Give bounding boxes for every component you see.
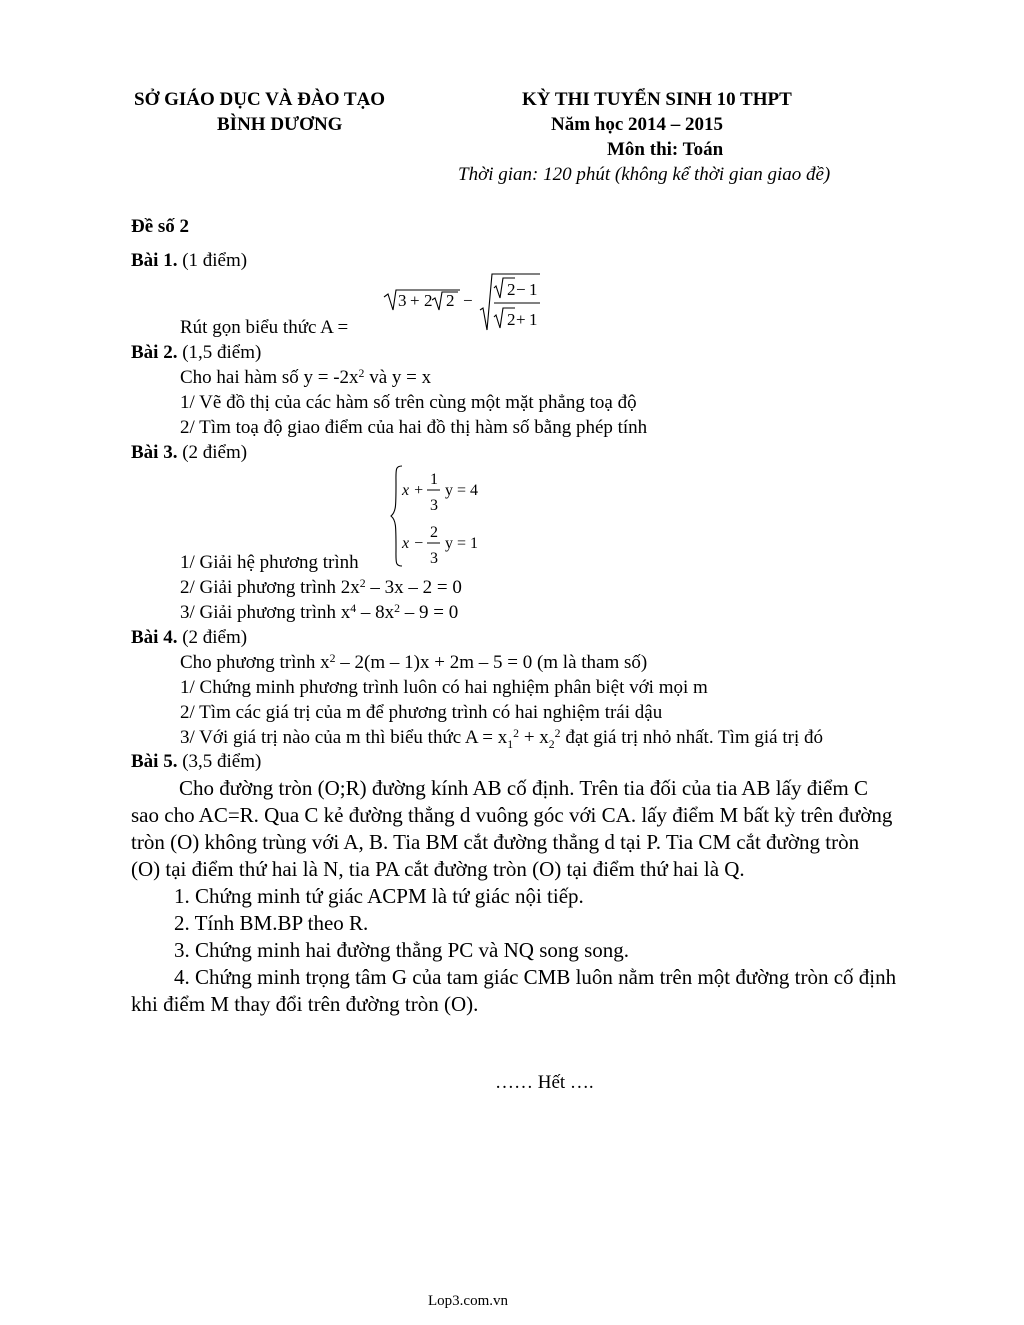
school-year: Năm học 2014 – 2015 xyxy=(551,114,724,135)
bai1-text: Rút gọn biểu thức A = xyxy=(180,317,349,338)
bai5-para-line1: Cho đường tròn (O;R) đường kính AB cố định. Trên tia đối của tia AB lấy điểm C xyxy=(179,776,868,800)
bai1-expression xyxy=(382,270,542,334)
bai5-item4: 4. Chứng minh trọng tâm G của tam giác CMB luôn nằm trên một đường tròn cố định xyxy=(174,965,897,989)
bai4-line3: 2/ Tìm các giá trị của m để phương trình có hai nghiệm trái dậu xyxy=(180,702,663,723)
department-name: SỞ GIÁO DỤC VÀ ĐÀO TẠO xyxy=(134,89,386,110)
bai5-title: Bài 5. xyxy=(131,751,178,772)
bai4-heading xyxy=(131,626,247,650)
bai3-line2: 2/ Giải phương trình $2x^2 - 3x - 2 = 0$ xyxy=(180,577,462,598)
bai2-points: (1,5 điểm) xyxy=(177,342,262,363)
expr-plus: + xyxy=(410,291,420,310)
end-marker: …… Hết …. xyxy=(495,1072,594,1093)
expr-c: 2 xyxy=(446,291,455,310)
subject: Môn thi: Toán xyxy=(607,139,724,160)
bai4-points: (2 điểm) xyxy=(177,627,248,648)
bai2-line3: 2/ Tìm toạ độ giao điểm của hai đồ thị hàm số bằng phép tính xyxy=(180,417,648,438)
bai5-heading xyxy=(131,750,261,774)
bai1-heading xyxy=(131,249,247,273)
bai5-points: (3,5 điểm) xyxy=(177,751,262,772)
eq2-den: 3 xyxy=(430,550,438,567)
bai3-points: (2 điểm) xyxy=(177,442,248,463)
expr-b: 2 xyxy=(424,291,433,310)
bai4-line2: 1/ Chứng minh phương trình luôn có hai nghiệm phân biệt với mọi m xyxy=(180,677,708,698)
bai5-para-line3: tròn (O) không trùng với A, B. Tia BM cắt đường thẳng d tại P. Tia CM cắt đường tròn xyxy=(131,830,860,854)
expr-op2: + xyxy=(516,310,526,329)
eq1-right: y = 4 xyxy=(445,482,479,499)
expr-a: 3 xyxy=(398,291,407,310)
exam-code: Đề số 2 xyxy=(131,216,190,237)
bai5-para-line4: (O) tại điểm thứ hai là N, tia PA cắt đường tròn (O) tại điểm thứ hai là Q. xyxy=(131,857,745,881)
bai5-para-line2: sao cho AC=R. Qua C kẻ đường thẳng d vuông góc với CA. lấy điểm M bất kỳ trên đường xyxy=(131,803,893,827)
bai4-line4: 3/ Với giá trị nào của m thì biểu thức $A = x_1^2 + x_2^2$ đạt giá trị nhỏ nhất. Tìm giá trị đó xyxy=(180,727,823,751)
eq1-num: 1 xyxy=(430,471,438,488)
bai5-item4-cont: khi điểm M thay đổi trên đường tròn (O). xyxy=(131,992,479,1016)
bai2-title: Bài 2. xyxy=(131,342,178,363)
bai4-line1: Cho phương trình $x^2 - 2(m - 1)x + 2m - 5 = 0$ (m là tham số) xyxy=(180,652,648,673)
expr-minus: − xyxy=(463,291,473,310)
bai3-system xyxy=(390,462,500,572)
eq1-den: 3 xyxy=(430,497,438,514)
bai1-title: Bài 1. xyxy=(131,250,178,271)
expr-d1: 1 xyxy=(529,280,538,299)
footer-site: Lop3.com.vn xyxy=(428,1293,508,1309)
bai5-item1: 1. Chứng minh tứ giác ACPM là tứ giác nội tiếp. xyxy=(174,884,584,908)
bai5-item2: 2. Tính BM.BP theo R. xyxy=(174,911,369,935)
bai2-heading xyxy=(131,341,261,365)
province-name: BÌNH DƯƠNG xyxy=(217,114,343,135)
bai2-line2: 1/ Vẽ đồ thị của các hàm số trên cùng một mặt phẳng toạ độ xyxy=(180,392,637,413)
expr-op1: − xyxy=(516,280,526,299)
bai5-item3: 3. Chứng minh hai đường thẳng PC và NQ song song. xyxy=(174,938,630,962)
exam-title: KỲ THI TUYỂN SINH 10 THPT xyxy=(522,89,792,110)
bai4-title: Bài 4. xyxy=(131,627,178,648)
bai1-points: (1 điểm) xyxy=(177,250,248,271)
bai3-heading xyxy=(131,441,247,465)
expr-n1: 2 xyxy=(507,280,516,299)
bai3-line1: 1/ Giải hệ phương trình xyxy=(180,552,359,573)
eq2-left: x − xyxy=(402,535,424,552)
expr-n2: 2 xyxy=(507,310,516,329)
system-brace xyxy=(391,466,402,566)
bai2-line1: Cho hai hàm số $y = -2x^2$ và y = x xyxy=(180,367,432,388)
expr-d2: 1 xyxy=(529,310,538,329)
bai3-line3: 3/ Giải phương trình $x^4 - 8x^2 - 9 = 0$ xyxy=(180,602,459,623)
bai3-title: Bài 3. xyxy=(131,442,178,463)
eq2-right: y = 1 xyxy=(445,535,479,552)
eq2-num: 2 xyxy=(430,524,438,541)
eq1-left: x + xyxy=(402,482,424,499)
time-allowed: Thời gian: 120 phút (không kể thời gian giao đề) xyxy=(458,164,831,185)
